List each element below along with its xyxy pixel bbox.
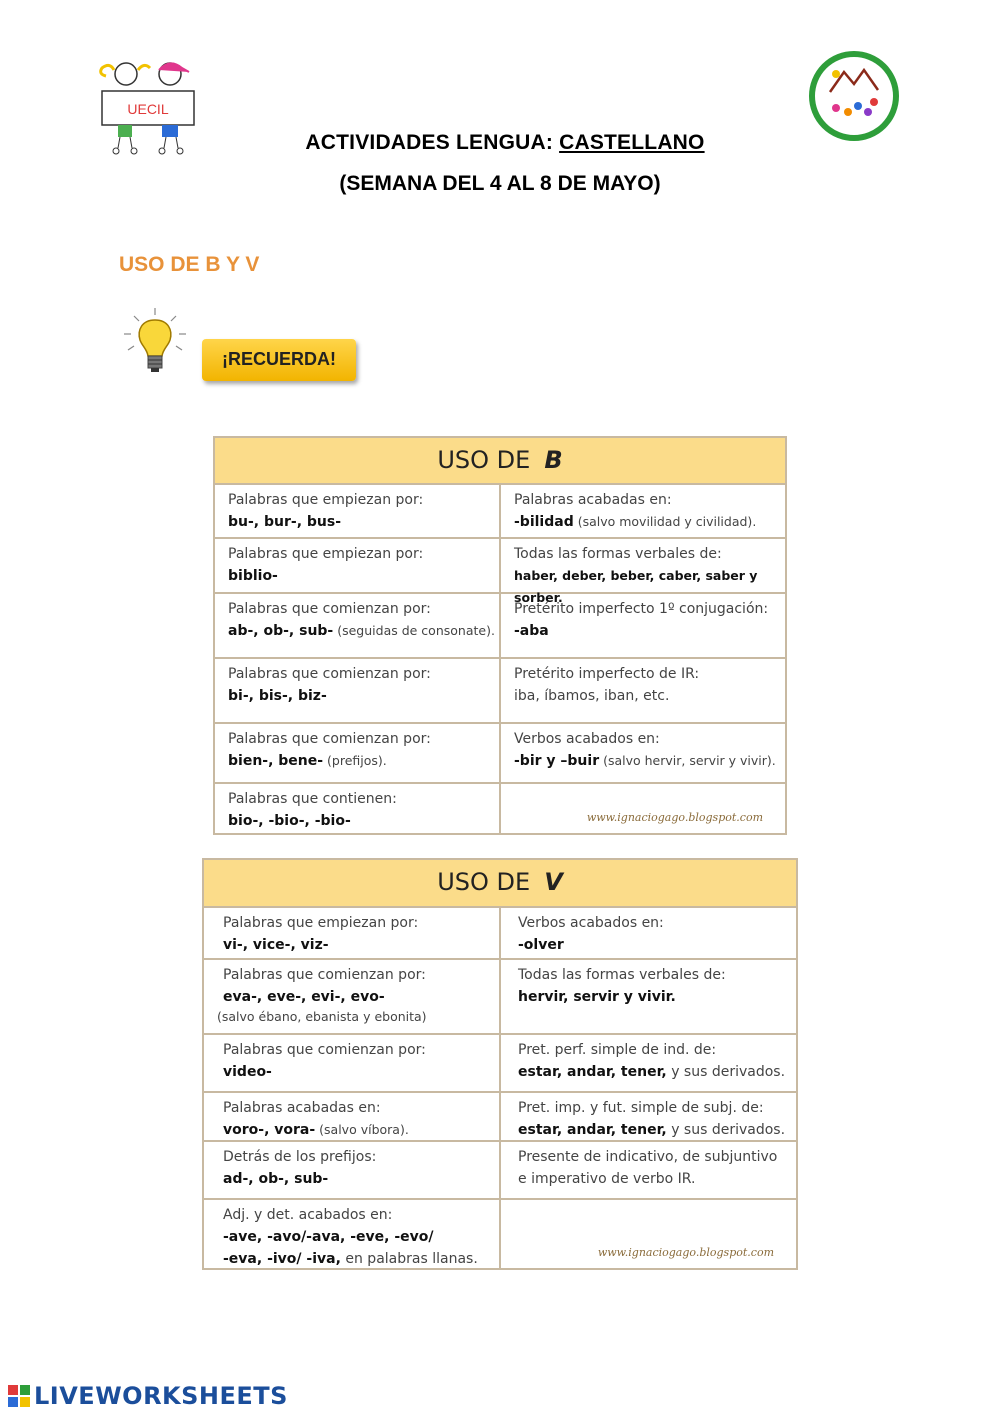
table-cell xyxy=(204,1200,501,1268)
rule-description: Palabras que empiezan por: xyxy=(228,492,424,508)
liveworksheets-icon xyxy=(8,1385,30,1407)
table-cell xyxy=(215,724,501,782)
rule-description: Palabras acabadas en: xyxy=(223,1100,381,1116)
rule-note: (salvo hervir, servir y vivir). xyxy=(599,753,776,768)
uecil-logo-text: UECIL xyxy=(127,101,169,117)
page-subtitle: (SEMANA DEL 4 AL 8 DE MAYO) xyxy=(339,172,661,195)
rule-description: Presente de indicativo, de subjuntivo xyxy=(518,1149,778,1165)
rule-description: Palabras que empiezan por: xyxy=(228,546,424,562)
liveworksheets-brand xyxy=(8,1381,288,1411)
table-v-header xyxy=(204,860,796,908)
rule-examples: e imperativo de verbo IR. xyxy=(518,1171,696,1187)
section-title: USO DE B Y V xyxy=(119,253,260,276)
recuerda-badge: ¡RECUERDA! xyxy=(202,339,356,381)
rule-examples: video- xyxy=(223,1064,272,1080)
table-cell xyxy=(501,960,796,1033)
rule-examples: bi-, bis-, biz- xyxy=(228,688,327,704)
brand-name: LIVEWORKSHEETS xyxy=(34,1382,288,1410)
table-row xyxy=(215,539,785,605)
table-b-title: USO DE xyxy=(437,446,531,474)
rule-examples: iba, íbamos, iban, etc. xyxy=(514,688,670,704)
rule-description: Todas las formas verbales de: xyxy=(514,546,722,562)
rule-description: Palabras que comienzan por: xyxy=(228,601,431,617)
title-language: CASTELLANO xyxy=(559,131,705,154)
table-cell xyxy=(215,659,501,722)
rule-examples xyxy=(518,1119,796,1141)
rule-examples: -ave, -avo/-ava, -eve, -evo/ xyxy=(223,1229,434,1245)
rule-note: (seguidas de consonate). xyxy=(333,623,495,638)
table-v-title: USO DE xyxy=(437,868,531,896)
rule-examples: hervir, servir y vivir. xyxy=(518,989,676,1005)
rule-description: Pret. perf. simple de ind. de: xyxy=(518,1042,717,1058)
rule-note: (prefijos). xyxy=(323,753,387,768)
table-cell xyxy=(204,908,501,958)
table-row xyxy=(215,659,785,724)
rule-note: (salvo ébano, ebanista y ebonita) xyxy=(217,1009,427,1024)
table-cell xyxy=(215,594,501,657)
table-cell xyxy=(204,1035,501,1091)
page-title xyxy=(0,131,1000,155)
rule-description: Verbos acabados en: xyxy=(518,915,664,931)
table-cell xyxy=(501,1093,796,1140)
table-row xyxy=(215,594,785,659)
school-seal-logo xyxy=(806,50,902,142)
table-row xyxy=(204,1035,796,1093)
rule-example-text: -eva, -ivo/ -iva, xyxy=(223,1251,341,1267)
table-cell xyxy=(215,539,501,592)
table-cell xyxy=(501,724,785,782)
table-row xyxy=(215,724,785,784)
source-watermark: www.ignaciogago.blogspot.com xyxy=(597,1246,774,1259)
rule-examples: bu-, bur-, bus- xyxy=(228,514,342,530)
table-cell xyxy=(204,1093,501,1140)
table-row xyxy=(204,960,796,1035)
table-cell xyxy=(204,960,501,1033)
table-cell xyxy=(204,1142,501,1198)
table-cell xyxy=(501,1142,796,1198)
rule-description: Palabras que empiezan por: xyxy=(223,915,419,931)
rule-example-text: -bir y –buir xyxy=(514,753,600,769)
table-cell xyxy=(501,908,796,958)
rule-examples: haber, deber, beber, caber, saber y sorber. xyxy=(514,568,758,605)
rule-description: Palabras acabadas en: xyxy=(514,492,672,508)
table-cell xyxy=(501,784,785,833)
rule-example-text: estar, andar, tener, xyxy=(518,1122,667,1138)
table-b-letter: B xyxy=(544,446,563,474)
rule-examples xyxy=(514,750,785,772)
rule-example-text: -bilidad xyxy=(514,514,574,530)
rule-note: (salvo víbora). xyxy=(315,1122,409,1137)
table-row xyxy=(215,784,785,833)
table-row xyxy=(215,485,785,539)
table-cell xyxy=(501,1035,796,1091)
rule-examples: vi-, vice-, viz- xyxy=(223,937,329,953)
rule-examples xyxy=(223,1119,499,1141)
rule-examples: -aba xyxy=(514,623,549,639)
rule-description: Palabras que comienzan por: xyxy=(228,731,431,747)
table-row xyxy=(204,1142,796,1200)
table-cell xyxy=(215,485,501,537)
table-row xyxy=(204,1200,796,1268)
rule-example-text: voro-, vora- xyxy=(223,1122,316,1138)
rule-examples: eva-, eve-, evi-, evo- xyxy=(223,989,385,1005)
rule-description: Pretérito imperfecto 1º conjugación: xyxy=(514,601,769,617)
rule-examples: ad-, ob-, sub- xyxy=(223,1171,329,1187)
rule-example-text: ab-, ob-, sub- xyxy=(228,623,334,639)
table-v-letter: V xyxy=(544,868,563,896)
rule-examples xyxy=(228,750,499,772)
rule-description: Palabras que comienzan por: xyxy=(223,1042,426,1058)
table-uso-v xyxy=(202,858,798,1270)
table-cell xyxy=(501,1200,796,1268)
table-row xyxy=(204,908,796,960)
rule-description: Adj. y det. acabados en: xyxy=(223,1207,393,1223)
rule-description: Palabras que contienen: xyxy=(228,791,397,807)
rule-note: y sus derivados. xyxy=(666,1064,786,1080)
rule-example-text: estar, andar, tener, xyxy=(518,1064,667,1080)
rule-example-text: bien-, bene- xyxy=(228,753,324,769)
rule-note: y sus derivados. xyxy=(666,1122,786,1138)
table-b-header xyxy=(215,438,785,485)
rule-description: Pret. imp. y fut. simple de subj. de: xyxy=(518,1100,764,1116)
table-cell xyxy=(501,485,785,537)
rule-examples xyxy=(228,620,499,642)
rule-description: Detrás de los prefijos: xyxy=(223,1149,377,1165)
lightbulb-icon xyxy=(120,306,190,378)
table-uso-b xyxy=(213,436,787,835)
rule-note: (salvo movilidad y civilidad). xyxy=(573,514,757,529)
rule-examples: bio-, -bio-, -bio- xyxy=(228,813,351,829)
table-cell xyxy=(501,539,785,605)
source-watermark: www.ignaciogago.blogspot.com xyxy=(586,811,763,824)
table-row xyxy=(204,1093,796,1142)
rule-examples xyxy=(518,1061,796,1083)
rule-examples: biblio- xyxy=(228,568,278,584)
rule-description: Palabras que comienzan por: xyxy=(223,967,426,983)
table-cell xyxy=(501,594,785,657)
rule-examples: -olver xyxy=(518,937,564,953)
table-cell xyxy=(501,659,785,722)
rule-note: en palabras llanas. xyxy=(340,1251,478,1267)
rule-description: Pretérito imperfecto de IR: xyxy=(514,666,700,682)
table-cell xyxy=(215,784,501,833)
title-prefix: ACTIVIDADES LENGUA: xyxy=(305,131,560,154)
rule-description: Verbos acabados en: xyxy=(514,731,660,747)
rule-examples-continued xyxy=(223,1248,499,1270)
rule-examples xyxy=(514,511,785,533)
rule-description: Todas las formas verbales de: xyxy=(518,967,726,983)
rule-description: Palabras que comienzan por: xyxy=(228,666,431,682)
